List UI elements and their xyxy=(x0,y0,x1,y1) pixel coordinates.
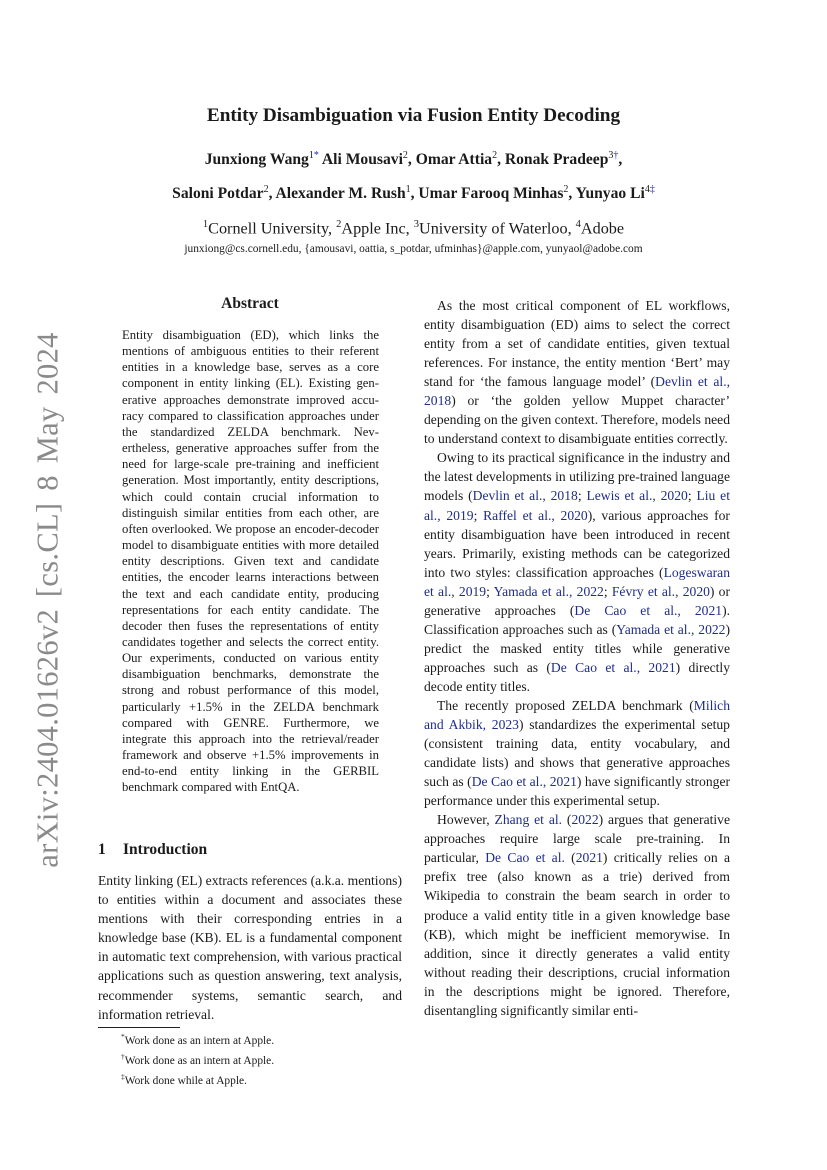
affiliations: $^1$Cornell University, $^2$Apple Inc, $^3$University of Waterloo, $^4$Adobe xyxy=(202,219,625,238)
author-footnote-mark[interactable]: * xyxy=(313,150,319,161)
intro-paragraph-1: Entity linking (EL) extracts references (a.k.a. mentions) to entities within a document and associates these mentions with their corresponding entries in a knowledge base (KB). EL is a fundamental component in automatic text comprehension, with various practical applications such as question answering, text analysis, recommender systems, semantic search, and information retrieval. xyxy=(98,873,402,1022)
abstract-text: Entity disambiguation (ED), which links the mentions of ambiguous entities to their referent entities in a knowledge base, serves as a core component in entity linking (EL). Existing generative approaches demonstrate improved accuracy compared to classification approaches under the standardized ZELDA benchmark. Nevertheless, generative approaches suffer from the need for large-scale pre-training and inefficient generation. Most importantly, entity descriptions, which could contain crucial information to distinguish similar entities from each other, are often overlooked. We propose an encoder-decoder model to disambiguate entities with more detailed entity descriptions. Given text and candidate entities, the encoder learns interactions between the text and each candidate entity, producing representations for each entity candidate. The decoder then fuses the representations of entity candidates together and selects the correct entity. Our experiments, conducted on various entity disambiguation benchmarks, demonstrate the strong and robust performance of this model, particularly +1.5% in the ZELDA benchmark compared with GENRE. Furthermore, we integrate this approach into the retrieval/reader framework and observe +1.5% improvements in end-to-end entity linking in the GERBIL benchmark compared with EntQA. xyxy=(122,328,379,795)
author-name: Ronak Pradeep xyxy=(504,151,609,169)
footnote-mark: ‡ xyxy=(121,1071,125,1081)
intro-paragraph-3: Owing to its practical significance in the industry and the latest developments in utilizing pre-trained language models (Devlin et al., 2018; Lewis et al., 2020; Liu et al., 2019; Raffel et al., 2020), various approaches for entity disambiguation have been introduced in recent years. Primarily, existing methods can be categorized into two styles: classification approaches (Logeswaran et al., 2019; Yamada et al., 2022; Févry et al., 2020) or generative approaches (De Cao et al., 2021). Classification approaches such as (Yamada et al., 2022) predict the masked entity titles while generative approaches such as (De Cao et al., 2021) directly decode entity titles. xyxy=(424,450,731,694)
footnote-divider xyxy=(98,1027,180,1028)
author-emails: junxiong@cs.cornell.edu, {amousavi, oattia, s_potdar, ufminhas}@apple.com, yunyaol@adobe.com xyxy=(184,243,643,255)
intro-paragraph-2: As the most critical component of EL workflows, entity disambiguation (ED) aims to select the correct entity from a set of candidate entities, given textual references. For instance, the entity mention ‘Bert’ may stand for ‘the famous language model’ (Devlin et al., 2018) or ‘the golden yellow Muppet character’ depending on the given context. Therefore, models need to understand context to disambiguate entities correctly. xyxy=(424,298,730,447)
author-affiliation-mark: 1 xyxy=(405,184,411,195)
section-heading-introduction xyxy=(98,841,207,859)
footnote-mark: * xyxy=(121,1032,125,1041)
intro-paragraph-5: However, Zhang et al. (2022) argues that generative approaches require large scale pre-training. In particular, De Cao et al. (2021) critically relies on a prefix tree (also known as a trie) derived from Wikipedia to constrain the beam search in order to produce a valid entity title in a given knowledge base (KB), which might be inefficient memorywise. In addition, since it directly generates a valid entity without reading their descriptions, crucial information in the descriptions might be ignored. Therefore, disentangling significantly similar enti- xyxy=(424,812,730,1018)
arxiv-id-text: arXiv:2404.01626v2 [cs.CL] 8 May 2024 xyxy=(30,332,65,868)
citation-link[interactable]: 2022 xyxy=(571,812,599,828)
affiliation-name: Apple Inc xyxy=(341,219,406,238)
affiliation-name: Cornell University xyxy=(208,219,329,238)
author-name: Umar Farooq Minhas xyxy=(418,185,564,203)
citation-link[interactable]: Lewis et al., 2020 xyxy=(586,488,688,504)
citation-link[interactable]: Milich and Akbik, 2023 xyxy=(424,697,730,733)
footnotes xyxy=(121,1029,274,1088)
section-number: 1 xyxy=(98,841,106,858)
citation-link[interactable]: Logeswaran et al., 2019 xyxy=(424,564,730,599)
citation-link[interactable]: Févry et al., 2020 xyxy=(611,583,710,599)
author-name: Omar Attia xyxy=(415,151,493,169)
affiliation-number: 2 xyxy=(336,219,342,230)
citation-link[interactable]: Liu et al., 2019 xyxy=(424,488,730,523)
citation-link[interactable]: De Cao et al., 2021 xyxy=(550,659,676,675)
affiliation-name: Adobe xyxy=(580,219,625,238)
footnote-text: Work done while at Apple. xyxy=(124,1074,247,1087)
affiliation-number: 1 xyxy=(202,219,209,230)
citation-link[interactable]: Yamada et al., 2022 xyxy=(493,583,604,599)
author-affiliation-mark: 2 xyxy=(402,150,408,161)
footnote xyxy=(121,1029,274,1049)
affiliation-number: 3 xyxy=(413,219,420,230)
authors-line-2: Saloni Potdar$^2$, Alexander M. Rush$^1$, Umar Farooq Minhas$^2$, Yunyao $Li^{4\ddagger}$ xyxy=(172,184,655,203)
author-name: Ali Mousavi xyxy=(321,151,403,169)
intro-paragraph-4: The recently proposed ZELDA benchmark (Milich and Akbik, 2023) standardizes the experimental setup (consistent training data, entity vocabulary, and candidate lists) and shows that generative approaches such as (De Cao et al., 2021) have significantly stronger performance under this experimental setup. xyxy=(424,697,730,809)
footnote-text: Work done as an intern at Apple. xyxy=(124,1034,275,1047)
author-footnote-mark[interactable]: † xyxy=(613,150,619,161)
citation-link[interactable]: 2021 xyxy=(575,850,603,866)
author-affiliation-mark: 4‡ xyxy=(644,184,655,195)
section-title: Introduction xyxy=(123,841,208,858)
footnote xyxy=(121,1069,274,1089)
footnote xyxy=(121,1049,274,1069)
author-affiliation-mark: 2 xyxy=(563,184,569,195)
right-column xyxy=(424,296,730,1020)
citation-link[interactable]: Zhang et al. xyxy=(494,812,563,828)
author-affiliation-mark: 3† xyxy=(608,150,619,161)
citation-link[interactable]: De Cao et al., 2021 xyxy=(471,774,577,790)
footnote-mark: † xyxy=(121,1051,125,1061)
arxiv-identifier-stamp xyxy=(18,332,78,868)
author-name: Junxiong Wang xyxy=(204,151,309,169)
author-affiliation-mark: 1* xyxy=(308,150,319,161)
author-name: Alexander M. Rush xyxy=(275,185,406,203)
author-affiliation-mark: 2 xyxy=(263,184,269,195)
citation-link[interactable]: De Cao et al., 2021 xyxy=(574,602,723,618)
citation-link[interactable]: Devlin et al., 2018 xyxy=(472,488,578,504)
author-name: Saloni Potdar xyxy=(172,185,264,203)
affiliation-number: 4 xyxy=(575,219,581,230)
affiliation-name: University of Waterloo xyxy=(419,219,568,238)
paper-title: Entity Disambiguation via Fusion Entity Decoding xyxy=(206,105,621,126)
author-name: Yunyao Li xyxy=(575,185,645,203)
authors-line-1: Junxiong Wang$^{1*}$ Ali Mousavi$^2$, Omar Attia$^2$, Ronak Pradeep$^{3\dagger}$, xyxy=(204,150,623,169)
abstract-heading: Abstract xyxy=(221,295,279,312)
citation-link[interactable]: Yamada et al., 2022 xyxy=(616,621,726,637)
citation-link[interactable]: Devlin et al., 2018 xyxy=(424,374,730,409)
author-footnote-mark[interactable]: ‡ xyxy=(649,184,655,195)
author-affiliation-mark: 2 xyxy=(492,150,498,161)
citation-link[interactable]: Raffel et al., 2020 xyxy=(483,507,588,523)
footnote-text: Work done as an intern at Apple. xyxy=(124,1054,275,1067)
citation-link[interactable]: De Cao et al. xyxy=(485,850,565,866)
